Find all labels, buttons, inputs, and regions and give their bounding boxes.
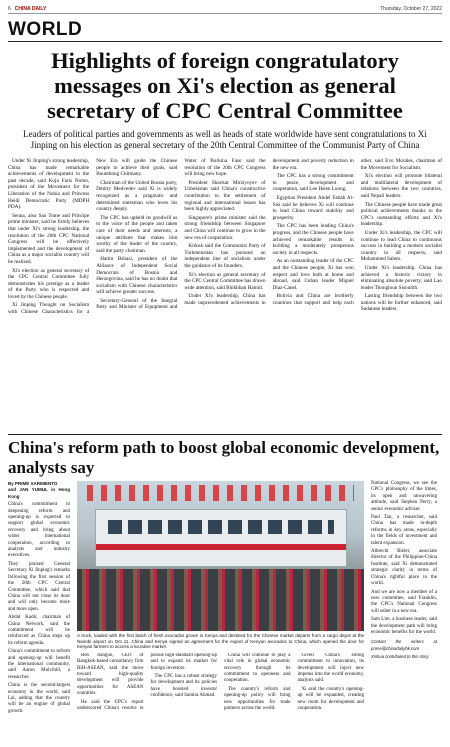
lead-paragraph: Bolivia and China are brotherly countries that support and help each other, said Evo Morales, chairman of the Movement for Socialism. [272,158,442,306]
middle-paragraph: Xi said the country's opening-up will be expanded, creating new room for development and cooperation. [297,686,364,712]
masthead-bar [8,4,442,14]
middle-paragraph: Ren Jianguo, CEO of Bangkok-based consultancy firm BiH-ASEAN, said the move toward high-quality development will provide opportunities for ASEAN countries. [77,652,144,697]
lead-paragraph: The Chinese people have made great political achievements thanks to the CPC's outstanding efforts and Xi's leadership. [360,201,442,228]
photo-crowd [77,569,364,631]
left-paragraph: China's commitment to deepening reform and opening-up is expected to support global economic recovery and bring about wider international cooperation, according to analysts and industry executives. [8,502,70,559]
lead-body [8,158,442,430]
date-line: Thursday, October 27, 2022 [380,5,442,12]
lead-paragraph: The CPC has a strong commitment to peace, development and cooperation, said Lee Hsien Loong. [272,173,354,193]
lead-paragraph: The CPC has upheld its goodwill as to the voice of the people and taken care of their needs and interests, a unique attribute that makes him worthy of the leader of the country, said the party chairman. [96,214,178,254]
left-paragraph: China's commitment to reform and opening-up will benefit the international community, said Aaron Mulvihill, a researcher. [8,649,70,680]
middle-paragraph: He said the CPC's report underscored China's resolve to pursue high-standard opening-up and to expand its market for foreign investors. [77,652,217,712]
right-column [371,481,437,725]
lead-paragraph: Xi Jinping Thought on Socialism with Chinese Characteristics for a New Era will guide the Chinese people to achieve their goals, said Bounthong Chitmany. [8,158,178,316]
lead-paragraph: Hatim Bsbazi, president of the Alliance of Independent Social Democrats of Bosnia and Herzegovina, said he has no doubt that socialism with Chinese characteristics will achieve greater success. [96,256,178,296]
lead-standfirst: Leaders of political parties and governments as well as heads of state worldwide have sent congratulations to Xi Jinping on his election as general secretary of the 20th Central Committee of the Communist Party of China [23,129,427,150]
right-paragraph: National Congress, we see the CPC's philosophy of the times, its open and unwavering attitude, said Stephen Perry, a senior economic adviser. [371,481,437,512]
second-headline: China's reform path to boost global economic development, analysts say [8,438,440,477]
paper-name: CHINA DAILY [14,5,47,12]
section-title: WORLD [8,19,442,42]
lead-headline: Highlights of foreign congratulatory messages on Xi's election as general secretary of CPC Central Committee [47,48,403,123]
byline-authors: By PRIME SARMIENTO [8,481,58,486]
middle-paragraph: Given China's strong commitment to innovation, its development will inject new impetus into the world economy, analysts said. [297,652,364,684]
page-number: 6 [8,5,11,12]
left-paragraph: They praised General Secretary Xi Jinping's remarks following the first session of the 20th CPC Central Committee, which said that China will not close its door and will only become more and more open. [8,561,70,612]
middle-paragraph: The CPC has a robust strategy for development and its policies have boosted investor confidence, said Samira Ahmad. [150,674,217,699]
right-paragraph: Albrecht Bieler, associate director of the Philippine-China Institute, said Xi demonstrated strategic clarity in terms of China's rightful place in the world. [371,549,437,587]
lead-paragraph: Xi's election will promote bilateral and multilateral development of relations between the two countries, said Nepali leaders. [360,173,442,199]
byline [8,481,70,500]
story-divider [8,434,442,435]
lead-paragraph: President Shavkat Mirziyoyev of Uzbekistan said China's constructive contribution to the settlement of regional and international issues has been highly appreciated. [184,179,266,213]
lead-paragraph: Under Xi's leadership, China has made unprecedented achievements in development and poverty reduction in the new era. [184,158,354,306]
lead-paragraph: Singapore's prime minister said the strong friendship between Singapore and China will continue to grow in the new era of cooperation. [184,214,266,241]
left-paragraph: China is the second-largest economy in the world, said Lai, adding that the country will be an engine of global growth. [8,683,70,714]
photo-stripe [96,544,346,550]
photo-truck [95,509,347,567]
photo-windows [108,520,334,534]
lead-paragraph: Under Xi Jinping's strong leadership, China has made remarkable achievements of development in the past decade, said Kojo Faris Nomo, president of the Movement for the Liberation of the Nubia and Princess Heidi Democratic Party (MDPH PDA). [8,158,90,211]
lead-paragraph: Kirkuk said the Communist Party of Turkmenistan has pursued an independent line of socialism under the guidance of its founders. [184,243,266,269]
left-paragraph: Abdul Kadir, chairman of China Network, said the commitment will be reinforced as China steps up its reform agenda. [8,615,70,646]
lead-paragraph: Under Xi's leadership, the CPC will continue to lead China to continuous success in building a modern socialist country in all respects, said Mohammed Salem. [360,229,442,263]
byline-location: and JAN YUMUL in Hong Kong [8,487,70,499]
photo-flags [87,485,354,501]
middle-paragraph: China will continue to play a vital role in global economic recovery through its commitment to openness and cooperation. [224,652,291,684]
lead-paragraph: Egyptian President Abdel Fattah Al-Sisi said he believes Xi will continue to lead China toward stability and prosperity. [272,194,354,221]
lead-paragraph: Chairman of the United Russia party, Dmitry Medvedev said Xi is widely recognized as a pragmatic and determined statesman who loves his country deeply. [96,179,178,213]
right-paragraph: Sam Lim, a business leader, said the development path will bring economic benefits for the world. [371,617,437,635]
photo-caption: A truck, loaded with the first batch of fresh avocados grown in Kenya and destined for the Chinese market departs from a cargo depot at the Nairobi airport on Oct 11. China and Kenya signed an agreement for the export of Kenyan avocados to China, which opened the door for Kenyan farmers to access a lucrative market. [77,633,364,650]
lead-paragraph: Under Xi's leadership, China has achieved a historic victory in eliminating absolute poverty, said Lao leader Thongloun Sisoulith. [360,264,442,291]
left-column [8,481,70,725]
footnote: Xinhua contributed to this story. [371,654,430,660]
lead-paragraph: Lasting friendship between the two nations will be further enhanced, said Sudanese leaders. [360,293,442,313]
right-paragraph: And we are now a member of a new committee, said Franklin, the CPC's National Congress will usher in a new era. [371,589,437,614]
right-paragraph: Paul Tan, a researcher, said China has made in-depth reforms in key areas, especially in the fields of investment and talent expansion. [371,515,437,546]
middle-column [77,481,364,725]
lead-paragraph: Xi's election as general secretary of the CPC Central Committee has drawn wide attention, said Bhikbhan Hamid. [184,271,266,291]
contact-line: Contact the writers at prime@chinadailyhk.com [371,639,437,651]
middle-text [77,653,364,725]
lead-paragraph: As an outstanding leader of the CPC and the Chinese people, Xi has won respect and love both at home and abroad, said Cuban leader Miguel Diaz-Canel. [272,258,354,291]
news-photo [77,481,364,631]
second-story-body [8,481,442,725]
middle-paragraph: The country's reform and opening-up policy will bring new opportunities for trade partners across the world. [224,686,291,712]
lead-paragraph: Xi's election as general secretary of the CPC Central Committee fully demonstrates his prestige as a leader of the Party who is respected and loved by the Chinese people. [8,267,90,300]
lead-paragraph: Secretary-General of the Integral Party and Minister of Equipment and Water of Burkina Faso said the resolution of the 20th CPC Congress will bring new hope. [96,158,266,311]
lead-paragraph: The CPC has been leading China's progress, and the Chinese people have achieved remarkable results in building a moderately prosperous society in all respects. [272,223,354,256]
lead-paragraph: Senna, also Sao Tome and Principe prime minister, said he firmly believes that under Xi's strong leadership, the resolution of the 20th CPC National Congress will be effectively implemented and the development of China as a major socialist country will be realized. [8,212,90,265]
